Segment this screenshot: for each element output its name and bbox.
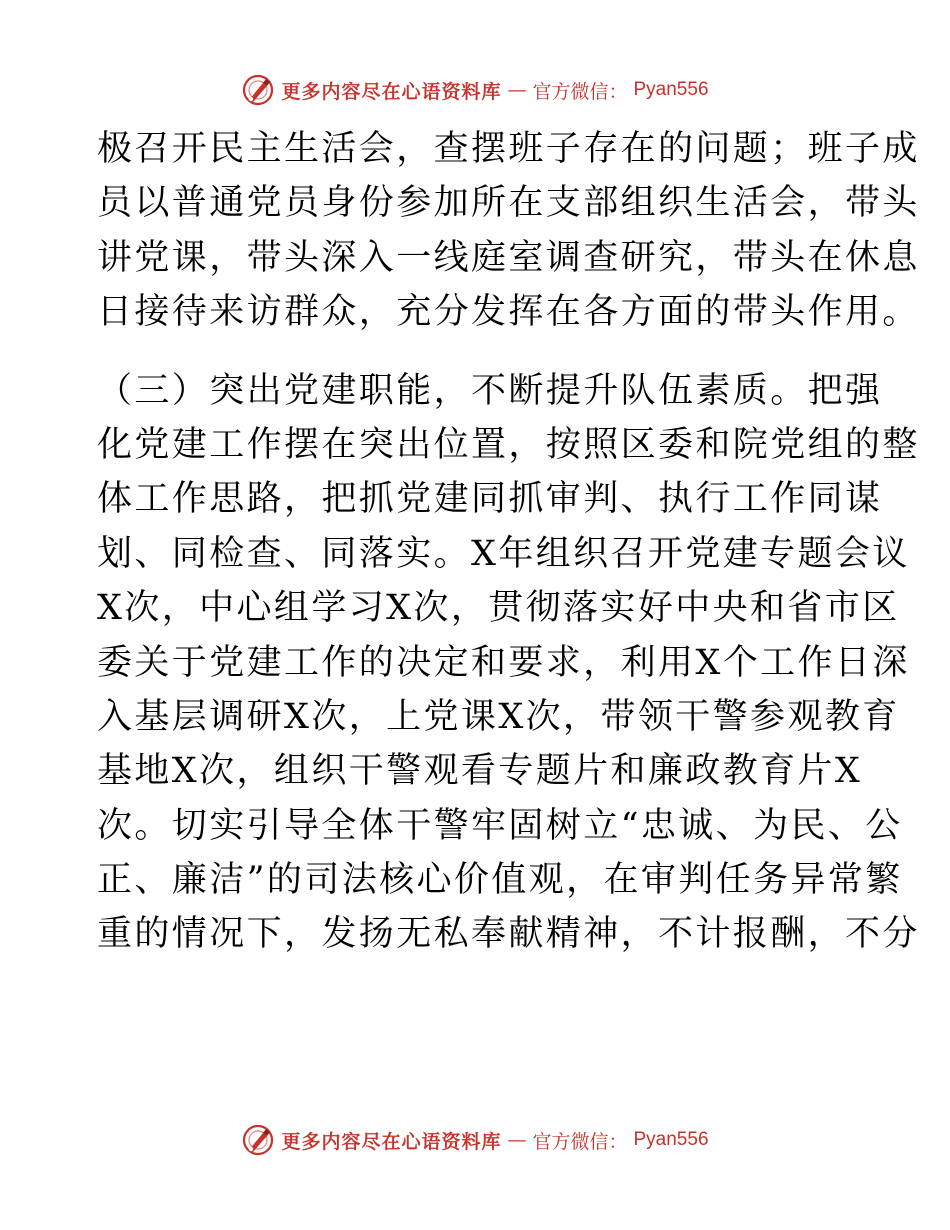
footer-wechat-label: 官方微信： xyxy=(532,1130,628,1153)
section-heading-line: （三）突出党建职能，不断提升队伍素质。把强 xyxy=(97,370,883,411)
text-line: 极召开民主生活会，查摆班子存在的问题；班子成 xyxy=(97,129,920,169)
header-brand xyxy=(241,73,708,107)
pen-seal-logo-icon xyxy=(241,1123,275,1157)
text-line: 委关于党建工作的决定和要求，利用X个工作日深 xyxy=(97,642,910,683)
footer-brand xyxy=(241,1123,708,1157)
text-line: 基地X次，组织干警观看专题片和廉政教育片X xyxy=(97,751,863,792)
text-line: 员以普通党员身份参加所在支部组织生活会，带头 xyxy=(97,183,920,224)
text-line: 重的情况下，发扬无私奉献精神，不计报酬，不分 xyxy=(97,914,920,955)
paragraph-1 xyxy=(97,122,920,340)
text-line: 日接待来访群众，充分发挥在各方面的带头作用。 xyxy=(97,292,920,333)
footer-separator: — xyxy=(507,1129,527,1151)
text-line: 划、同检查、同落实。X年组织召开党建专题会议 xyxy=(97,533,910,574)
text-line: 体工作思路，把抓党建同抓审判、执行工作同谋 xyxy=(97,479,883,520)
paragraph-2 xyxy=(97,364,920,962)
paragraph-spacer xyxy=(97,340,857,364)
text-line: 正、廉洁”的司法核心价值观，在审判任务异常繁 xyxy=(97,860,903,901)
header-wechat-label: 官方微信： xyxy=(532,80,628,103)
text-line: 化党建工作摆在突出位置，按照区委和院党组的整 xyxy=(97,424,920,465)
text-line: 次。切实引导全体干警牢固树立“忠诚、为民、公 xyxy=(97,805,903,846)
header-brand-name: 更多内容尽在心语资料库 xyxy=(281,80,502,103)
text-line: X次，中心组学习X次，贯彻落实好中央和省市区 xyxy=(97,588,900,629)
text-line: 讲党课，带头深入一线庭室调查研究，带头在休息 xyxy=(97,237,920,278)
pen-seal-logo-icon xyxy=(241,73,275,107)
text-line: 入基层调研X次，上党课X次，带领干警参观教育 xyxy=(97,696,900,737)
header-separator: — xyxy=(507,79,527,101)
page-footer-watermark xyxy=(0,1120,950,1160)
document-body xyxy=(97,122,920,962)
page-header-watermark xyxy=(0,70,950,110)
footer-brand-name: 更多内容尽在心语资料库 xyxy=(281,1130,502,1153)
header-wechat-id: Pyan556 xyxy=(633,79,709,100)
footer-wechat-id: Pyan556 xyxy=(633,1129,709,1150)
